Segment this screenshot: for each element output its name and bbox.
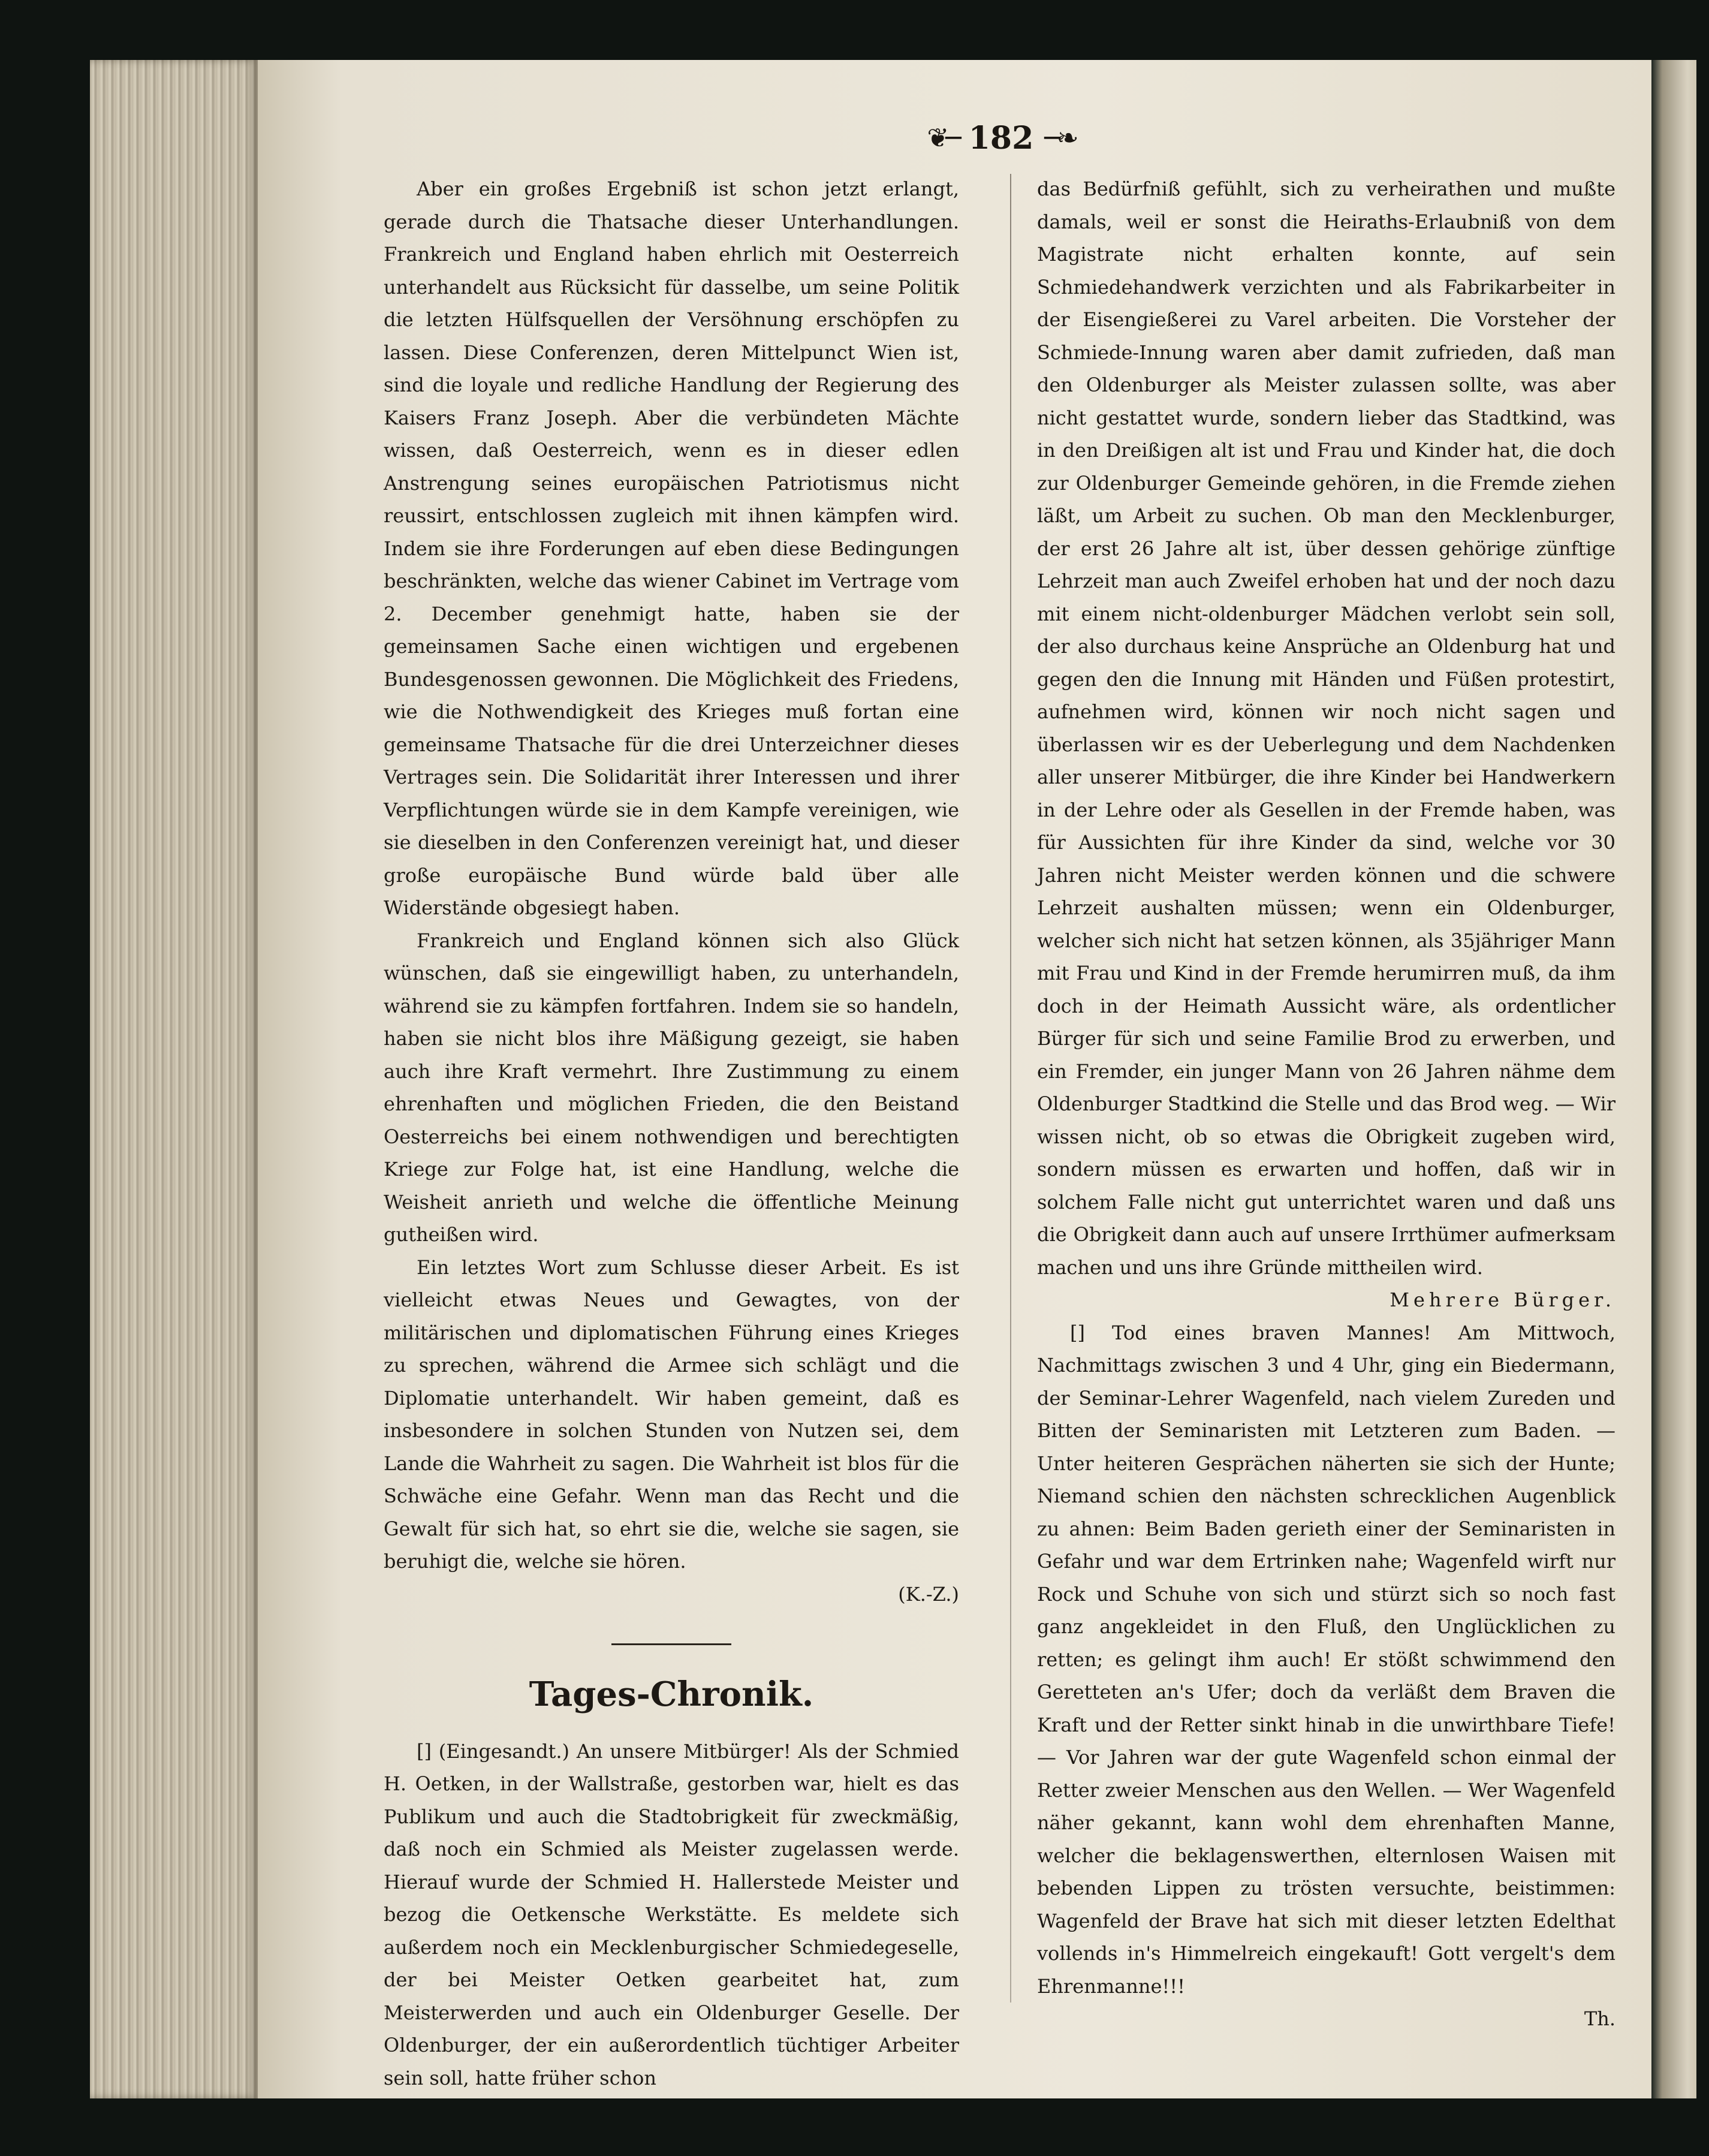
obituary-signature: Th. bbox=[1584, 2007, 1615, 2030]
article-paragraph: Ein letztes Wort zum Schlusse dieser Arbeit. Es ist vielleicht etwas Neues und Gewagtes, von der militärischen und diplomatischen Führung eines Krieges zu sprechen, während die Armee sich schlägt und die Diplomatie unterhandelt. Wir haben gemeint, daß es insbesondere in solchen Stunden von Nutzen sei, dem Lande die Wahrheit zu sagen. Die Wahrheit ist blos für die Schwäche eine Gefahr. Wenn man das Recht und die Gewalt für sich hat, so ehrt sie die, welche sie sagen, sie beruhigt die, welche sie hören. bbox=[384, 1255, 959, 1573]
next-page-edge bbox=[1651, 60, 1696, 2098]
left-column bbox=[384, 173, 959, 2094]
article-paragraph: Aber ein großes Ergebniß ist schon jetzt erlangt, gerade durch die Thatsache dieser Unterhandlungen. Frankreich und England haben ehrlich mit Oesterreich unterhandelt aus Rücksicht für dasselbe, um seine Politik die letzten Hülfsquellen der Versöhnung erschöpfen zu lassen. Diese Conferenzen, deren Mittelpunct Wien ist, sind die loyale und redliche Handlung der Regierung des Kaisers Franz Joseph. Aber die verbündeten Mächte wissen, daß Oesterreich, wenn es in dieser edlen Anstrengung seines europäischen Patriotismus nicht reussirt, entschlossen zugleich mit ihnen kämpfen wird. Indem sie ihre Forderungen auf eben diese Bedingungen beschränkten, welche das wiener Cabinet im Vertrage vom 2. December genehmigt hatte, haben sie der gemeinsamen Sache einen wichtigen und ergebenen Bundesgenossen gewonnen. Die Möglichkeit des Friedens, wie die Nothwendigkeit des Krieges muß fortan eine gemeinsame Thatsache für die drei Unterzeichner dieses Vertrages sein. Die Solidarität ihrer Interessen und ihrer Verpflichtungen würde sie in dem Kampfe vereinigen, wie sie dieselben in den Conferenzen vereinigt hat, und dieser große europäische Bund würde bald über alle Widerstände obgesiegt haben. bbox=[384, 177, 959, 919]
page-number: 182 bbox=[968, 119, 1034, 156]
ornament-left-icon: ❦─ bbox=[927, 122, 958, 153]
ornament-right-icon: ─❧ bbox=[1044, 122, 1075, 153]
article-paragraph: Frankreich und England können sich also Glück wünschen, daß sie eingewilligt haben, zu unterhandeln, während sie zu kämpfen fortfahren. Indem sie so handeln, haben sie nicht blos ihre Mäßigung gezeigt, sie haben auch ihre Kraft vermehrt. Ihre Zustimmung zu einem ehrenhaften und möglichen Frieden, die den Beistand Oesterreichs bei einem nothwendigen und berechtigten Kriege zur Folge hat, ist eine Handlung, welche die Weisheit anrieth und welche die öffentliche Meinung gutheißen wird. bbox=[384, 929, 959, 1246]
page-number-header bbox=[899, 114, 1103, 162]
obituary-paragraph: [] Tod eines braven Mannes! Am Mittwoch, Nachmittags zwischen 3 und 4 Uhr, ging ein Biedermann, der Seminar-Lehrer Wagenfeld, nach vielem Zureden und Bitten der Seminaristen mit Letzteren zum Baden. — Unter heiteren Gesprächen näherten sie sich der Hunte; Niemand schien den nächsten schrecklichen Augenblick zu ahnen: Beim Baden gerieth einer der Seminaristen in Gefahr und war dem Ertrinken nahe; Wagenfeld wirft nur Rock und Schuhe von sich und stürzt sich so noch fast ganz angekleidet in den Fluß, den Unglücklichen zu retten; es gelingt ihm auch! Er stößt schwimmend den Geretteten an's Ufer; doch da verläßt dem Braven die Kraft und der Retter sinkt hinab in die unwirthbare Tiefe! — Vor Jahren war der gute Wagenfeld schon einmal der Retter zweier Menschen aus den Wellen. — Wer Wagenfeld näher gekannt, kann wohl dem ehrenhaften Manne, welcher die beklagenswerthen, elternlosen Waisen mit bebenden Lippen zu trösten versuchte, beistimmen: Wagenfeld der Brave hat sich mit dieser letzten Edelthat vollends in's Himmelreich eingekauft! Gott vergelt's dem Ehrenmanne!!! bbox=[1037, 1321, 1615, 1998]
chronik-paragraph: [] (Eingesandt.) An unsere Mitbürger! Als der Schmied H. Oetken, in der Wallstraße, gestorben war, hielt es das Publikum und auch die Stadtobrigkeit für zweckmäßig, daß noch ein Schmied als Meister zugelassen werde. Hierauf wurde der Schmied H. Hallerstede Meister und bezog die Oetkensche Werkstätte. Es meldete sich außerdem noch ein Mecklenburgischer Schmiedegeselle, der bei Meister Oetken gearbeitet hat, zum Meisterwerden und auch ein Oldenburger Geselle. Der Oldenburger, der ein außerordentlich tüchtiger Arbeiter sein soll, hatte früher schon bbox=[384, 1739, 959, 2089]
section-rule bbox=[611, 1643, 731, 1645]
page-edges bbox=[90, 60, 258, 2098]
section-heading: Tages-Chronik. bbox=[529, 1675, 814, 1714]
chronik-continuation: das Bedürfniß gefühlt, sich zu verheirathen und mußte damals, weil er sonst die Heiraths-Erlaubniß von dem Magistrate nicht erhalten konnte, auf sein Schmiedehandwerk verzichten und als Fabrikarbeiter in der Eisengießerei zu Varel arbeiten. Die Vorsteher der Schmiede-Innung waren aber damit zufrieden, daß man den Oldenburger als Meister zulassen sollte, was aber nicht gestattet wurde, sondern lieber das Stadtkind, was in den Dreißigen alt ist und Frau und Kinder hat, die doch zur Oldenburger Gemeinde gehören, in die Fremde ziehen läßt, um Arbeit zu suchen. Ob man den Mecklenburger, der erst 26 Jahre alt ist, über dessen gehörige zünftige Lehrzeit man auch Zweifel erhoben hat und der noch dazu mit einem nicht-oldenburger Mädchen verlobt sein soll, der also durchaus keine Ansprüche an Oldenburg hat und gegen den die Innung mit Händen und Füßen protestirt, aufnehmen wird, können wir noch nicht sagen und überlassen wir es der Ueberlegung und dem Nachdenken aller unserer Mitbürger, die ihre Kinder bei Handwerkern in der Lehre oder als Gesellen in der Fremde haben, was für Aussichten für ihre Kinder da sind, welche vor 30 Jahren nicht Meister werden können und die schwere Lehrzeit aushalten müssen; wenn ein Oldenburger, welcher sich nicht hat setzen können, als 35jähriger Mann mit Frau und Kind in der Fremde herumirren muß, da ihm doch in der Heimath Aussicht wäre, als ordentlicher Bürger für sich und seine Familie Brod zu erwerben, und ein Fremder, ein junger Mann von 26 Jahren nähme dem Oldenburger Stadtkind die Stelle und das Brod weg. — Wir wissen nicht, ob so etwas die Obrigkeit zugeben wird, sondern müssen es erwarten und hoffen, daß wir in solchem Falle nicht gut unterrichtet waren und daß uns die Obrigkeit dann auch auf unsere Irrthümer aufmerksam machen und uns ihre Gründe mittheilen wird. bbox=[1037, 177, 1615, 1279]
chronik-signature: Mehrere Bürger. bbox=[1389, 1288, 1615, 1311]
column-divider bbox=[1010, 174, 1011, 2003]
right-column bbox=[1037, 173, 1615, 2035]
article-signature: (K.-Z.) bbox=[898, 1582, 959, 1606]
